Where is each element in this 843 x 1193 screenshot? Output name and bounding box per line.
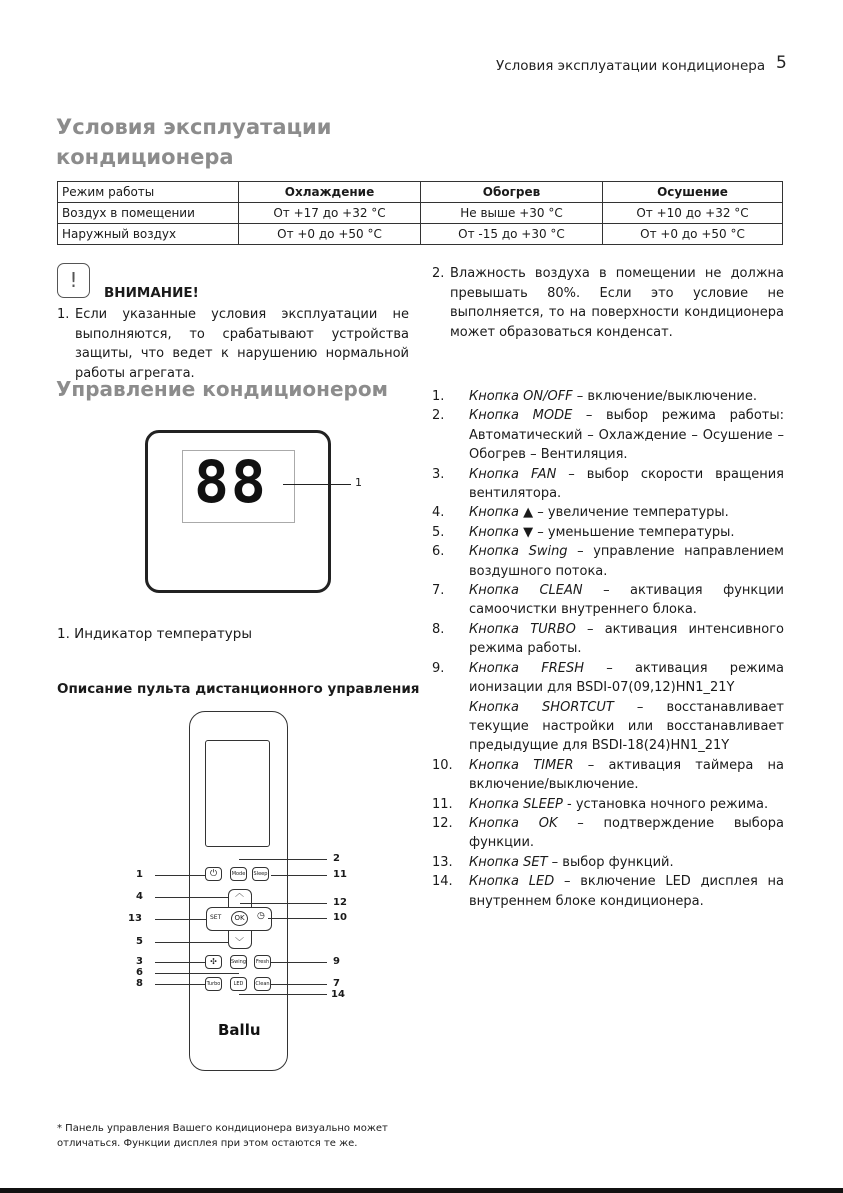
set-button[interactable]: SET: [210, 914, 222, 921]
table-row: [58, 203, 783, 224]
display-digits: 88: [194, 448, 268, 516]
list-item: 12. Кнопка OK – подтверждение выбора функции.: [432, 815, 784, 851]
item-number: 2.: [432, 266, 445, 281]
table-header-cell: Обогрев: [421, 182, 603, 203]
remote-screen: [205, 740, 270, 847]
callout-number: 2: [333, 853, 340, 864]
table-cell: От -15 до +30 °C: [421, 224, 603, 245]
table-cell: Наружный воздух: [58, 224, 239, 245]
fresh-button[interactable]: Fresh: [254, 955, 271, 969]
warning-item-1: [57, 305, 409, 383]
list-item: 11. Кнопка SLEEP - установка ночного режима.: [432, 796, 769, 812]
led-button[interactable]: LED: [230, 977, 247, 991]
list-item: 9. Кнопка FRESH – активация режима ионизации для BSDI-07(09,12)HN1_21Y: [432, 660, 784, 696]
page-number: 5: [776, 53, 787, 73]
fan-icon[interactable]: ✣: [205, 955, 222, 969]
operating-conditions-table: [57, 181, 783, 245]
table-cell: От +0 до +50 °C: [603, 224, 783, 245]
table-cell: От +17 до +32 °C: [239, 203, 421, 224]
timer-icon[interactable]: ◷: [257, 911, 265, 921]
ok-button[interactable]: OK: [231, 911, 248, 926]
list-item: 1. Кнопка ON/OFF – включение/выключение.: [432, 389, 757, 404]
section-title-conditions: Условия эксплуатации кондиционера: [56, 115, 332, 169]
chevron-up-icon[interactable]: ︿: [235, 889, 245, 899]
controls-list: [432, 387, 784, 911]
callout-number: 3: [136, 956, 143, 967]
indicator-caption: 1. Индикатор температуры: [57, 626, 253, 642]
callout-number: 14: [331, 989, 345, 1000]
callout-number: 10: [333, 912, 347, 923]
callout-number: 4: [136, 891, 143, 902]
callout-number: 1: [136, 869, 143, 880]
item-text: Если указанные условия эксплуатации не выполняются, то срабатывают устройства защиты, что ведет к нарушению нормальной работы агрегата.: [75, 307, 409, 381]
table-header-cell: Режим работы: [58, 182, 239, 203]
callout-number: 12: [333, 897, 347, 908]
table-header-cell: Охлаждение: [239, 182, 421, 203]
table-cell: От +10 до +32 °C: [603, 203, 783, 224]
table-cell: От +0 до +50 °C: [239, 224, 421, 245]
chevron-down-icon[interactable]: ﹀: [235, 938, 245, 948]
callout-number: 11: [333, 869, 347, 880]
footnote: * Панель управления Вашего кондиционера визуально может отличаться. Функции дисплея при этом остаются те же.: [57, 1123, 388, 1149]
callout-number: 7: [333, 978, 340, 989]
warning-icon: !: [57, 263, 90, 298]
list-item: 6. Кнопка Swing – управление направлением воздушного потока.: [432, 544, 784, 579]
item-number: 1.: [57, 307, 70, 322]
callout-number: 1: [355, 476, 362, 489]
list-item: 4. Кнопка ▲ – увеличение температуры.: [432, 505, 729, 521]
callout-number: 9: [333, 956, 340, 967]
table-header-row: [58, 182, 783, 203]
turbo-button[interactable]: Turbo: [205, 977, 222, 991]
list-item: 10. Кнопка TIMER – активация таймера на включение/выключение.: [432, 757, 785, 793]
swing-button[interactable]: Swing: [230, 955, 247, 969]
remote-section-title: Описание пульта дистанционного управления: [57, 681, 420, 697]
list-item: 8. Кнопка TURBO – активация интенсивного режима работы.: [432, 621, 784, 657]
list-item: 2. Кнопка MODE – выбор режима работы: Автоматический – Охлаждение – Осушение – Обогрев – Вентиляция.: [432, 408, 784, 463]
list-item: 13. Кнопка SET – выбор функций.: [432, 854, 674, 870]
mode-button[interactable]: Mode: [230, 867, 247, 881]
callout-line: [283, 484, 351, 485]
list-item: 14. Кнопка LED – включение LED дисплея на внутреннем блоке кондиционера.: [432, 874, 784, 909]
item-text: Влажность воздуха в помещении не должна превышать 80%. Если это условие не выполняется, то на поверхности кондиционера может образоваться конденсат.: [450, 266, 784, 340]
bottom-rule: [0, 1188, 843, 1193]
table-cell: Не выше +30 °C: [421, 203, 603, 224]
table-row: [58, 224, 783, 245]
callout-number: 13: [128, 913, 142, 924]
running-header: Условия эксплуатации кондиционера: [496, 58, 766, 74]
list-item: 5. Кнопка ▼ – уменьшение температуры.: [432, 524, 735, 540]
section-title-control: Управление кондиционером: [56, 377, 388, 401]
callout-number: 5: [136, 936, 143, 947]
callout-number: 8: [136, 978, 143, 989]
power-icon[interactable]: ⏻: [205, 867, 222, 881]
brand-logo: Ballu: [218, 1021, 261, 1039]
table-cell: Воздух в помещении: [58, 203, 239, 224]
clean-button[interactable]: Clean: [254, 977, 271, 991]
list-item: 7. Кнопка CLEAN – активация функции самоочистки внутреннего блока.: [432, 583, 784, 618]
list-item: Кнопка SHORTCUT – восстанавливает текущие настройки или восстанавливает предыдущие для BSDI-18(24)HN1_21Y: [469, 699, 784, 754]
list-item: 3. Кнопка FAN – выбор скорости вращения вентилятора.: [432, 466, 784, 502]
warning-item-2: [432, 264, 784, 342]
table-header-cell: Осушение: [603, 182, 783, 203]
callout-number: 6: [136, 967, 143, 978]
warning-title: ВНИМАНИЕ!: [104, 285, 199, 301]
sleep-button[interactable]: Sleep: [252, 867, 269, 881]
